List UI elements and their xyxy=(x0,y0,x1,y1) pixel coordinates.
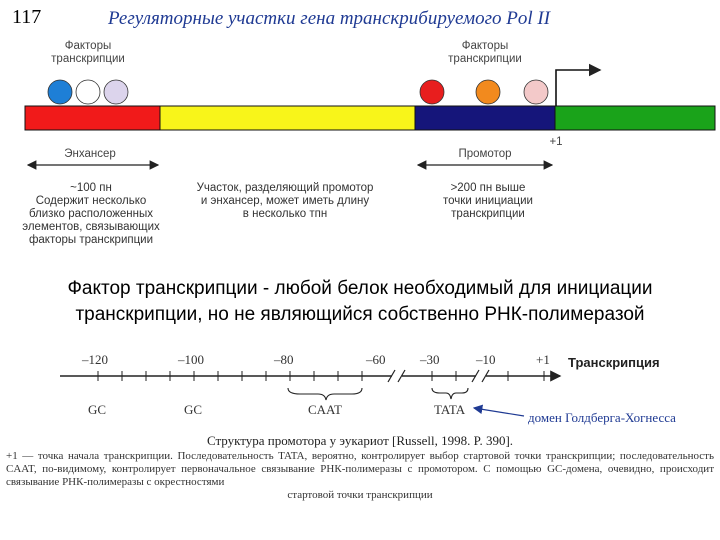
caption-body xyxy=(6,450,714,502)
goldberg-hogness-label: домен Голдберга-Хогнесса xyxy=(528,410,676,425)
caat-brace xyxy=(288,388,362,400)
tick-label-minus80: –80 xyxy=(274,352,294,367)
slide-title: Регуляторные участки гена транскрибируемого Pol II xyxy=(108,8,551,29)
caat-box: CAAT xyxy=(308,402,342,417)
tick-label-minus30: –30 xyxy=(420,352,440,367)
promoter-note: >200 пн выше точки инициации транскрипции xyxy=(443,182,533,220)
tf-circle-lavender xyxy=(104,80,128,104)
gc-box-2: GC xyxy=(184,402,203,417)
tf-circle-pink xyxy=(524,80,548,104)
promoter-segment xyxy=(415,106,555,130)
tf-circle-white xyxy=(76,80,100,104)
tick-label-minus120: –120 xyxy=(82,352,108,367)
spacer-segment xyxy=(160,106,415,130)
enhancer-segment xyxy=(25,106,160,130)
enhancer-label: Энхансер xyxy=(64,148,116,160)
tick-label-minus60: –60 xyxy=(366,352,386,367)
caption-last-line: стартовой точки транскрипции xyxy=(287,489,433,501)
transcription-label: Транскрипция xyxy=(568,355,660,370)
tata-box: TATA xyxy=(434,402,466,417)
promoter-scale xyxy=(60,370,560,382)
promoter-label: Промотор xyxy=(458,148,512,160)
caption-title: Структура промотора у эукариот [Russell, 1998. P. 390]. xyxy=(206,433,514,448)
goldberg-hogness-arrow xyxy=(474,408,524,416)
definition-text: Фактор транскрипции - любой белок необходимый для инициации транскрипции, но не являющийся собственно РНК-полимеразой xyxy=(67,278,653,325)
factors-right-label: Факторы транскрипции xyxy=(448,40,522,65)
gc-box-1: GC xyxy=(88,402,107,417)
enhancer-note: ~100 пн Содержит несколько близко расположенных элементов, связывающих факторы транскрипции xyxy=(22,182,160,246)
transcription-start-arrow xyxy=(556,70,600,106)
tf-circle-orange xyxy=(476,80,500,104)
plus-one-label: +1 xyxy=(549,136,563,148)
tick-label-minus100: –100 xyxy=(178,352,204,367)
tf-circle-blue xyxy=(48,80,72,104)
spacer-note: Участок, разделяющий промотор и энхансер, может иметь длину в несколько тпн xyxy=(196,182,374,220)
tick-label-minus10: –10 xyxy=(476,352,496,367)
caption-text: +1 — точка начала транскрипции. Последовательность TATA, вероятно, контролирует выбор стартовой точки транскрипции; последовательность CAAT, по-видимому, контролирует первоначальное связывание РНК-полимеразы с промотором. С помощью GC-домена, очевидно, происходит связывание РНК-полимеразы с окрестностями xyxy=(6,450,714,488)
tf-circle-red xyxy=(420,80,444,104)
factors-left-label: Факторы транскрипции xyxy=(51,40,125,65)
tick-label-plus1: +1 xyxy=(536,352,550,367)
tata-brace xyxy=(432,388,468,399)
page-number: 117 xyxy=(12,6,42,28)
gene-segment xyxy=(555,106,715,130)
